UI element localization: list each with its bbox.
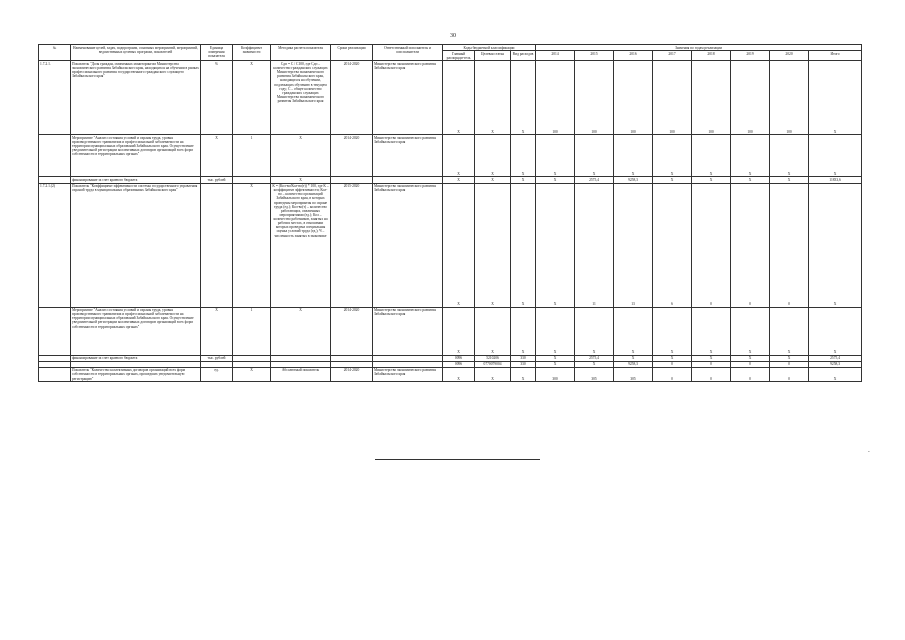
cell-year-value: X xyxy=(692,177,731,183)
cell-year-value: X xyxy=(536,355,575,361)
header-name: Наименование целей, задач, подпрограмм, основных мероприятий, мероприятий, ведомственных целевых программ, показателей xyxy=(71,45,201,61)
cell-year-value: X xyxy=(692,307,731,355)
cell-exptype: 330 xyxy=(511,355,536,361)
cell-year-value: 0 xyxy=(770,367,809,381)
cell-name: Показатель "Коэффициент эффективности системы государственного управления охраной труда в муниципальных образованиях Забайкальского края" xyxy=(71,183,201,307)
cell-grbs: X xyxy=(443,61,475,135)
cell-responsible: Министерство экономического развития Забайкальского края xyxy=(373,183,443,307)
cell-year-value: X xyxy=(731,135,770,177)
table-row xyxy=(39,367,862,381)
cell-year-value: X xyxy=(731,307,770,355)
cell-method: K = (Кол-во/Кол-во(т)) * 100, где K – коэффициент эффективности; Кол-во – количество организаций Забайкальского края, в которых проведены мероприятия по охране труда (ед.); Кол-во(т) – количество работающих, охваченных мероприятиями (ед.); Кол – количество работников, занятых на рабочих местах, в отношении которых проведена специальная оценка условий труда (ед.); Ч – численность занятых в экономике xyxy=(271,183,331,307)
cell-year-value: 9258,3 xyxy=(614,177,653,183)
cell-total: X xyxy=(809,183,862,307)
cell-year-value: X xyxy=(653,307,692,355)
cell-exptype: X xyxy=(511,183,536,307)
cell-name: Мероприятие "Анализ состояния условий и охраны труда, уровня производственного травматизма и профессиональной заболеваемости на территории муниципальных образований Забайкальского края. Осуществление уведомительной регистрации коллективных договоров организаций всех форм собственности в территориальных органах" xyxy=(71,135,201,177)
cell-grbs: X xyxy=(443,135,475,177)
cell-no xyxy=(39,135,71,177)
cell-responsible: Министерство экономического развития Забайкальского края xyxy=(373,61,443,135)
cell-year-value: 2575,4 xyxy=(575,177,614,183)
footer-rule xyxy=(375,459,540,460)
page-number: 30 xyxy=(450,33,456,39)
header-target: Целевая статья xyxy=(475,51,511,61)
cell-exptype: X xyxy=(511,367,536,381)
cell-grbs: X xyxy=(443,177,475,183)
header-budget-codes: Коды бюджетной классификации xyxy=(443,45,536,51)
cell-name: финансирование за счет краевого бюджета xyxy=(71,355,201,361)
cell-year-value: X xyxy=(536,361,575,367)
cell-year-value: 100 xyxy=(536,61,575,135)
cell-target: X xyxy=(475,367,511,381)
cell-year-value: 0 xyxy=(692,361,731,367)
cell-name: Показатель "Доля граждан, охваченных мониторингом Министерства экономического развития Забайкальского края, находящихся на обучении в рамках профессионального развития государственного гражданского служащего Забайкальского края" xyxy=(71,61,201,135)
cell-target: 5210206 xyxy=(475,355,511,361)
header-year: 2016 xyxy=(614,51,653,61)
cell-exptype: X xyxy=(511,177,536,183)
cell-year-value: 13 xyxy=(614,183,653,307)
cell-target: X xyxy=(475,183,511,307)
cell-no xyxy=(39,307,71,355)
cell-period: 2014-2020 xyxy=(331,135,373,177)
cell-grbs: 0096 xyxy=(443,355,475,361)
cell-year-value: X xyxy=(770,307,809,355)
cell-year-value: 305 xyxy=(614,367,653,381)
cell-target: 0770079004 xyxy=(475,361,511,367)
cell-year-value: 9258,3 xyxy=(614,361,653,367)
cell-year-value: 100 xyxy=(575,61,614,135)
cell-coef: 1 xyxy=(233,135,271,177)
cell-year-value: X xyxy=(770,355,809,361)
cell-year-value: X xyxy=(536,183,575,307)
cell-year-value: 305 xyxy=(575,367,614,381)
cell-year-value: X xyxy=(653,135,692,177)
cell-year-value: X xyxy=(536,307,575,355)
cell-year-value: 100 xyxy=(770,61,809,135)
cell-total: X xyxy=(809,61,862,135)
cell-coef: 1 xyxy=(233,307,271,355)
cell-responsible: Министерство экономического развития Забайкальского края xyxy=(373,367,443,381)
table-row xyxy=(39,307,862,355)
cell-exptype: 330 xyxy=(511,361,536,367)
cell-unit: X xyxy=(201,135,233,177)
cell-year-value: X xyxy=(614,307,653,355)
cell-name: финансирование за счет краевого бюджета xyxy=(71,177,201,183)
header-year: 2020 xyxy=(770,51,809,61)
cell-name: Мероприятие "Анализ состояния условий и охраны труда, уровня производственного травматизма и профессиональной заболеваемости на территории муниципальных образований Забайкальского края. Осуществление уведомительной регистрации коллективных договоров организаций всех форм собственности в территориальных органах" xyxy=(71,307,201,355)
header-year: 2017 xyxy=(653,51,692,61)
cell-unit: тыс. рублей xyxy=(201,177,233,183)
header-method: Методика расчета показателя xyxy=(271,45,331,61)
cell-unit xyxy=(201,183,233,307)
cell-year-value: 100 xyxy=(692,61,731,135)
cell-no xyxy=(39,367,71,381)
cell-total: 9258,3 xyxy=(809,361,862,367)
cell-method: X xyxy=(271,135,331,177)
cell-year-value: X xyxy=(575,361,614,367)
cell-method: Сдп = С / С100, где Сдп – количество гражданских служащих Министерства экономического развития Забайкальского края, находящихся на обучении, подлежащих обучению в текущем году; С – общее количество гражданских служащих Министерства экономического развития Забайкальского края xyxy=(271,61,331,135)
cell-method: Абсолютный показатель xyxy=(271,367,331,381)
cell-year-value: 100 xyxy=(653,61,692,135)
cell-year-value: 0 xyxy=(770,361,809,367)
header-year: 2015 xyxy=(575,51,614,61)
cell-year-value: 0 xyxy=(731,183,770,307)
cell-year-value: X xyxy=(575,135,614,177)
header-period: Сроки реализации xyxy=(331,45,373,61)
cell-year-value: 0 xyxy=(692,183,731,307)
table-row xyxy=(39,183,862,307)
cell-coef: X xyxy=(233,61,271,135)
cell-total: 11833,6 xyxy=(809,177,862,183)
cell-grbs: X xyxy=(443,183,475,307)
cell-exptype: X xyxy=(511,307,536,355)
header-year: 2018 xyxy=(692,51,731,61)
cell-year-value: 6 xyxy=(653,183,692,307)
cell-period: 2015-2020 xyxy=(331,183,373,307)
cell-method: X xyxy=(271,177,331,183)
cell-target: X xyxy=(475,307,511,355)
cell-year-value: X xyxy=(614,355,653,361)
cell-coef: X xyxy=(233,367,271,381)
header-coef: Коэффициент значимости xyxy=(233,45,271,61)
header-unit: Единица измерения показателя xyxy=(201,45,233,61)
table-row xyxy=(39,61,862,135)
cell-total: X xyxy=(809,135,862,177)
cell-name: Показатель "Количество коллективных договоров организаций всех форм собственности в территориальных органах, прошедших уведомительную регистрацию" xyxy=(71,367,201,381)
cell-year-value: X xyxy=(653,355,692,361)
cell-unit: % xyxy=(201,61,233,135)
cell-unit: X xyxy=(201,307,233,355)
header-year: 2014 xyxy=(536,51,575,61)
cell-year-value: 0 xyxy=(731,367,770,381)
cell-year-value: 0 xyxy=(653,367,692,381)
table-row xyxy=(39,135,862,177)
cell-year-value: 300 xyxy=(536,367,575,381)
cell-grbs: X xyxy=(443,307,475,355)
cell-exptype: X xyxy=(511,61,536,135)
cell-year-value: X xyxy=(692,135,731,177)
cell-year-value: X xyxy=(536,177,575,183)
cell-responsible: Министерство экономического развития Забайкальского края xyxy=(373,135,443,177)
cell-grbs: X xyxy=(443,367,475,381)
cell-year-value: X xyxy=(614,135,653,177)
cell-exptype: X xyxy=(511,135,536,177)
cell-target: X xyxy=(475,135,511,177)
cell-year-value: 2575,4 xyxy=(575,355,614,361)
header-grbs: Главный распоряди-тель xyxy=(443,51,475,61)
cell-year-value: 0 xyxy=(731,361,770,367)
cell-coef: X xyxy=(233,183,271,307)
cell-total: X xyxy=(809,307,862,355)
cell-year-value: X xyxy=(731,177,770,183)
program-table xyxy=(38,44,862,382)
cell-year-value: 100 xyxy=(731,61,770,135)
cell-year-value: X xyxy=(653,177,692,183)
header-year: 2019 xyxy=(731,51,770,61)
cell-unit: тыс. рублей xyxy=(201,355,233,361)
cell-no: 1.7.2.1.(2) xyxy=(39,183,71,307)
cell-year-value: 100 xyxy=(614,61,653,135)
cell-target: X xyxy=(475,177,511,183)
header-responsible: Ответственный исполнитель и соисполнители xyxy=(373,45,443,61)
footnote-mark: - xyxy=(868,450,870,455)
header-total: Итого xyxy=(809,51,862,61)
cell-year-value: 0 xyxy=(653,361,692,367)
cell-year-value: X xyxy=(575,307,614,355)
cell-period: 2014-2020 xyxy=(331,61,373,135)
cell-no: 1.7.2.1. xyxy=(39,61,71,135)
cell-grbs: 0096 xyxy=(443,361,475,367)
cell-year-value: X xyxy=(692,355,731,361)
header-no: № xyxy=(39,45,71,61)
cell-year-value: X xyxy=(770,135,809,177)
cell-method: X xyxy=(271,307,331,355)
cell-unit: ед. xyxy=(201,367,233,381)
cell-year-value: 0 xyxy=(692,367,731,381)
cell-year-value: 0 xyxy=(770,183,809,307)
cell-total: X xyxy=(809,367,862,381)
cell-period: 2014-2020 xyxy=(331,307,373,355)
cell-total: 2575,4 xyxy=(809,355,862,361)
cell-target: X xyxy=(475,61,511,135)
cell-responsible: Министерство экономического развития Забайкальского края xyxy=(373,307,443,355)
cell-period: 2014-2020 xyxy=(331,367,373,381)
cell-year-value: X xyxy=(731,355,770,361)
cell-year-value: 11 xyxy=(575,183,614,307)
cell-year-value: X xyxy=(770,177,809,183)
header-values: Значения по годам реализации xyxy=(536,45,862,51)
header-exptype: Вид расходов xyxy=(511,51,536,61)
cell-year-value: X xyxy=(536,135,575,177)
